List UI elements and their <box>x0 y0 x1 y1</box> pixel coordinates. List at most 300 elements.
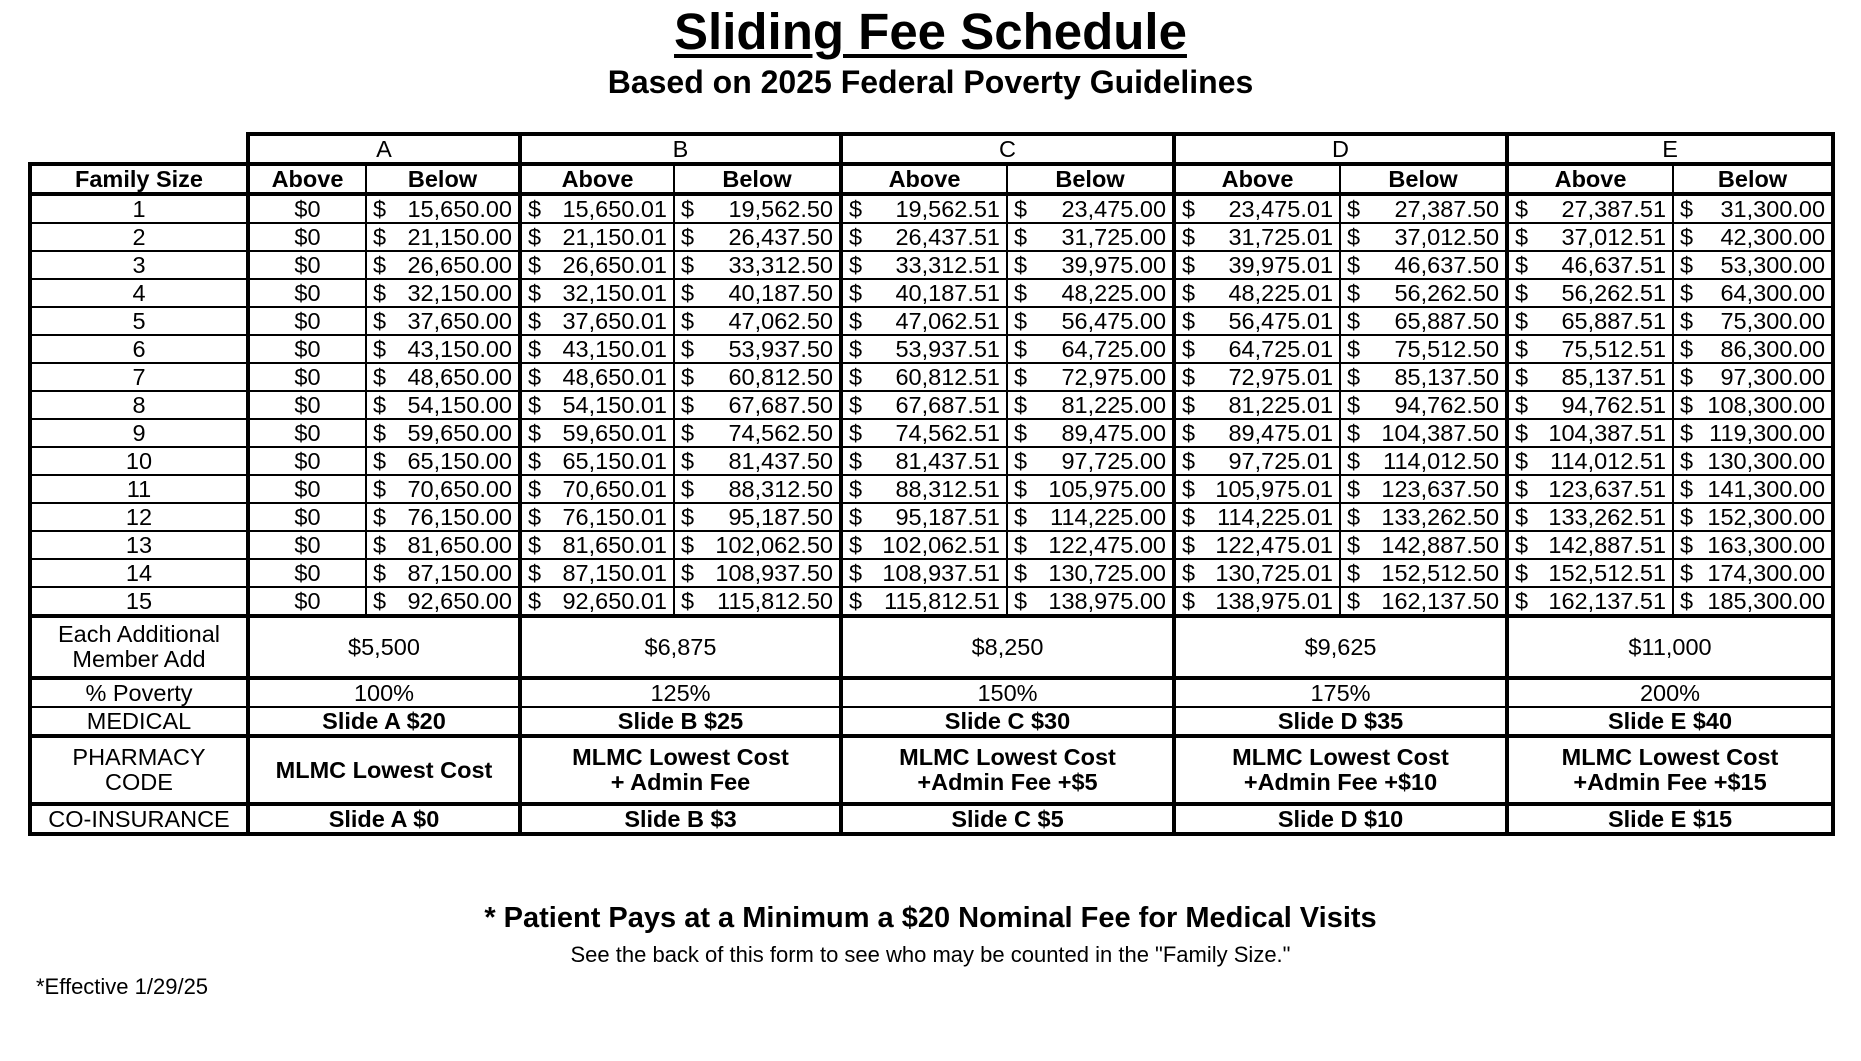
money-value <box>367 197 518 222</box>
amount: 141,300.00 <box>1707 475 1826 502</box>
currency-symbol: $ <box>681 223 695 250</box>
amount: 94,762.51 <box>1561 391 1667 418</box>
family-size-cell: 9 <box>30 419 248 447</box>
additional-member-e: $11,000 <box>1507 616 1833 678</box>
money-value <box>367 365 518 390</box>
family-size-cell: 15 <box>30 587 248 616</box>
amount: 122,475.00 <box>1048 531 1167 558</box>
table-row <box>30 531 1833 559</box>
money-value <box>1509 337 1672 362</box>
table-row <box>30 447 1833 475</box>
amount: 85,137.51 <box>1561 363 1667 390</box>
currency-symbol: $ <box>528 503 542 530</box>
family-size-cell: 10 <box>30 447 248 475</box>
amount: 23,475.00 <box>1061 195 1167 222</box>
money-value <box>522 505 673 530</box>
amount: 60,812.51 <box>895 363 1000 390</box>
currency-symbol: $ <box>1680 363 1694 390</box>
summary-rows <box>30 616 1833 834</box>
e-above-cell <box>1507 279 1673 307</box>
currency-symbol: $ <box>528 587 542 614</box>
money-value <box>1509 393 1672 418</box>
amount: 105,975.01 <box>1215 475 1334 502</box>
currency-symbol: $ <box>1515 587 1529 614</box>
currency-symbol: $ <box>1014 447 1028 474</box>
money-value <box>1509 477 1672 502</box>
currency-symbol: $ <box>1515 251 1529 278</box>
money-value <box>1341 281 1505 306</box>
currency-symbol: $ <box>1014 307 1028 334</box>
additional-member-b: $6,875 <box>520 616 841 678</box>
money-value <box>1509 505 1672 530</box>
currency-symbol: $ <box>1515 503 1529 530</box>
currency-symbol: $ <box>1515 475 1529 502</box>
c-below-cell <box>1007 391 1174 419</box>
money-value <box>1509 421 1672 446</box>
a-below-cell <box>366 194 520 223</box>
b-below-cell <box>674 279 841 307</box>
amount: 48,225.01 <box>1228 279 1334 306</box>
amount: 72,975.00 <box>1061 363 1167 390</box>
money-value <box>1176 561 1339 586</box>
money-value <box>843 449 1006 474</box>
b-below-cell <box>674 223 841 251</box>
sliding-fee-table <box>28 132 1835 836</box>
money-value <box>522 365 673 390</box>
family-size-cell: 8 <box>30 391 248 419</box>
amount: 47,062.50 <box>728 307 833 334</box>
money-value <box>843 365 1006 390</box>
amount: 76,150.01 <box>562 503 667 530</box>
money-value <box>1674 421 1831 446</box>
currency-symbol: $ <box>1680 251 1694 278</box>
a-below-cell <box>366 307 520 335</box>
currency-symbol: $ <box>373 531 387 558</box>
amount: 27,387.50 <box>1394 195 1500 222</box>
amount: 138,975.00 <box>1048 587 1167 614</box>
e-below-cell <box>1673 335 1833 363</box>
table-row <box>30 503 1833 531</box>
currency-symbol: $ <box>1680 503 1694 530</box>
amount: 46,637.50 <box>1394 251 1500 278</box>
slide-header-row <box>30 134 1833 164</box>
below-header: Below <box>1007 164 1174 194</box>
money-value <box>1509 197 1672 222</box>
amount: 130,300.00 <box>1707 447 1826 474</box>
currency-symbol: $ <box>1680 335 1694 362</box>
money-value <box>843 225 1006 250</box>
money-value <box>1341 589 1505 614</box>
currency-symbol: $ <box>1182 447 1196 474</box>
amount: 26,650.00 <box>407 251 512 278</box>
pharmacy-c-line1: MLMC Lowest Cost <box>899 744 1116 771</box>
coinsurance-e: Slide E $15 <box>1507 804 1833 834</box>
above-header: Above <box>1507 164 1673 194</box>
amount: 33,312.51 <box>895 251 1000 278</box>
currency-symbol: $ <box>849 447 863 474</box>
currency-symbol: $ <box>373 559 387 586</box>
money-value <box>1341 421 1505 446</box>
amount: 162,137.50 <box>1381 587 1500 614</box>
money-value <box>675 589 839 614</box>
a-below-cell <box>366 559 520 587</box>
a-above-cell: $0 <box>248 223 366 251</box>
d-above-cell <box>1174 447 1340 475</box>
amount: 115,812.51 <box>884 587 1000 614</box>
amount: 21,150.00 <box>407 223 512 250</box>
coinsurance-d: Slide D $10 <box>1174 804 1507 834</box>
currency-symbol: $ <box>681 559 695 586</box>
c-above-cell <box>841 251 1007 279</box>
d-below-cell <box>1340 335 1507 363</box>
amount: 119,300.00 <box>1709 419 1826 446</box>
c-below-cell <box>1007 419 1174 447</box>
e-below-cell <box>1673 363 1833 391</box>
money-value <box>522 561 673 586</box>
medical-e: Slide E $40 <box>1507 707 1833 736</box>
money-value <box>675 197 839 222</box>
money-value <box>1341 533 1505 558</box>
money-value <box>522 477 673 502</box>
money-value <box>843 197 1006 222</box>
amount: 43,150.01 <box>562 335 667 362</box>
a-above-cell: $0 <box>248 307 366 335</box>
e-below-cell <box>1673 447 1833 475</box>
currency-symbol: $ <box>1347 251 1361 278</box>
money-value <box>1341 449 1505 474</box>
money-value <box>843 533 1006 558</box>
amount: 81,650.01 <box>562 531 667 558</box>
amount: 31,725.00 <box>1061 223 1167 250</box>
a-above-cell: $0 <box>248 194 366 223</box>
amount: 26,437.50 <box>728 223 833 250</box>
amount: 115,812.50 <box>717 587 833 614</box>
table-row <box>30 279 1833 307</box>
amount: 108,937.51 <box>882 559 1000 586</box>
a-above-cell: $0 <box>248 587 366 616</box>
c-above-cell <box>841 279 1007 307</box>
money-value <box>1008 561 1172 586</box>
amount: 81,437.51 <box>895 447 1000 474</box>
money-value <box>367 449 518 474</box>
money-value <box>1674 309 1831 334</box>
amount: 114,225.00 <box>1050 503 1167 530</box>
money-value <box>843 421 1006 446</box>
effective-date: *Effective 1/29/25 <box>36 974 209 999</box>
amount: 138,975.01 <box>1215 587 1334 614</box>
a-above-cell: $0 <box>248 559 366 587</box>
money-value <box>1509 225 1672 250</box>
currency-symbol: $ <box>1182 279 1196 306</box>
c-above-cell <box>841 503 1007 531</box>
money-value <box>522 225 673 250</box>
e-below-cell <box>1673 503 1833 531</box>
c-above-cell <box>841 475 1007 503</box>
b-above-cell <box>520 223 674 251</box>
currency-symbol: $ <box>681 195 695 222</box>
amount: 97,300.00 <box>1720 363 1826 390</box>
c-above-cell <box>841 531 1007 559</box>
currency-symbol: $ <box>1347 195 1361 222</box>
table-row <box>30 307 1833 335</box>
a-above-cell: $0 <box>248 363 366 391</box>
slide-header-e: E <box>1507 134 1833 164</box>
money-value <box>522 197 673 222</box>
family-size-cell: 11 <box>30 475 248 503</box>
corner-cell <box>30 134 248 164</box>
amount: 37,650.01 <box>562 307 667 334</box>
below-header: Below <box>674 164 841 194</box>
amount: 70,650.00 <box>407 475 512 502</box>
e-above-cell <box>1507 419 1673 447</box>
medical-b: Slide B $25 <box>520 707 841 736</box>
amount: 65,150.00 <box>407 447 512 474</box>
currency-symbol: $ <box>528 195 542 222</box>
d-above-cell <box>1174 335 1340 363</box>
table-row <box>30 475 1833 503</box>
b-above-cell <box>520 531 674 559</box>
money-value <box>522 589 673 614</box>
a-below-cell <box>366 419 520 447</box>
money-value <box>1509 589 1672 614</box>
c-below-cell <box>1007 503 1174 531</box>
c-above-cell <box>841 419 1007 447</box>
currency-symbol: $ <box>1347 307 1361 334</box>
b-below-cell <box>674 503 841 531</box>
pharmacy-b <box>520 736 841 804</box>
table-row <box>30 335 1833 363</box>
money-value <box>1008 281 1172 306</box>
page-title: Sliding Fee Schedule <box>674 3 1187 60</box>
currency-symbol: $ <box>1515 223 1529 250</box>
e-above-cell <box>1507 587 1673 616</box>
amount: 174,300.00 <box>1707 559 1826 586</box>
currency-symbol: $ <box>1347 335 1361 362</box>
money-value <box>843 589 1006 614</box>
amount: 87,150.01 <box>562 559 667 586</box>
medical-c: Slide C $30 <box>841 707 1174 736</box>
currency-symbol: $ <box>849 475 863 502</box>
c-below-cell <box>1007 251 1174 279</box>
money-value <box>367 505 518 530</box>
d-below-cell <box>1340 531 1507 559</box>
currency-symbol: $ <box>1182 307 1196 334</box>
d-below-cell <box>1340 223 1507 251</box>
currency-symbol: $ <box>373 587 387 614</box>
e-below-cell <box>1673 194 1833 223</box>
d-above-cell <box>1174 307 1340 335</box>
currency-symbol: $ <box>1182 531 1196 558</box>
amount: 70,650.01 <box>562 475 667 502</box>
amount: 142,887.50 <box>1381 531 1500 558</box>
money-value <box>1674 253 1831 278</box>
amount: 88,312.51 <box>895 475 1000 502</box>
medical-d: Slide D $35 <box>1174 707 1507 736</box>
money-value <box>675 533 839 558</box>
amount: 114,012.50 <box>1383 447 1500 474</box>
e-below-cell <box>1673 419 1833 447</box>
e-above-cell <box>1507 223 1673 251</box>
amount: 95,187.50 <box>728 503 833 530</box>
currency-symbol: $ <box>849 503 863 530</box>
b-above-cell <box>520 307 674 335</box>
pharmacy-row <box>30 736 1833 804</box>
a-above-cell: $0 <box>248 391 366 419</box>
amount: 54,150.00 <box>407 391 512 418</box>
b-above-cell <box>520 587 674 616</box>
money-value <box>367 253 518 278</box>
currency-symbol: $ <box>1515 391 1529 418</box>
amount: 40,187.50 <box>728 279 833 306</box>
money-value <box>675 561 839 586</box>
family-size-cell: 6 <box>30 335 248 363</box>
b-above-cell <box>520 503 674 531</box>
currency-symbol: $ <box>1347 475 1361 502</box>
table-row <box>30 363 1833 391</box>
amount: 15,650.01 <box>562 195 667 222</box>
money-value <box>1176 449 1339 474</box>
money-value <box>522 421 673 446</box>
money-value <box>1674 533 1831 558</box>
currency-symbol: $ <box>373 503 387 530</box>
amount: 64,725.01 <box>1228 335 1334 362</box>
e-below-cell <box>1673 307 1833 335</box>
money-value <box>522 337 673 362</box>
table-row <box>30 419 1833 447</box>
amount: 81,225.00 <box>1061 391 1167 418</box>
slide-header-a: A <box>248 134 520 164</box>
money-value <box>1341 561 1505 586</box>
currency-symbol: $ <box>1347 559 1361 586</box>
above-header: Above <box>841 164 1007 194</box>
amount: 133,262.51 <box>1548 503 1667 530</box>
currency-symbol: $ <box>1182 251 1196 278</box>
amount: 104,387.50 <box>1381 419 1500 446</box>
additional-member-row <box>30 616 1833 678</box>
money-value <box>675 505 839 530</box>
d-above-cell <box>1174 503 1340 531</box>
currency-symbol: $ <box>681 447 695 474</box>
amount: 95,187.51 <box>895 503 1000 530</box>
currency-symbol: $ <box>1014 559 1028 586</box>
amount: 130,725.00 <box>1048 559 1167 586</box>
income-rows <box>30 194 1833 616</box>
currency-symbol: $ <box>373 223 387 250</box>
currency-symbol: $ <box>1515 307 1529 334</box>
b-below-cell <box>674 559 841 587</box>
amount: 56,262.50 <box>1394 279 1500 306</box>
amount: 74,562.50 <box>728 419 833 446</box>
b-below-cell <box>674 363 841 391</box>
b-below-cell <box>674 251 841 279</box>
d-above-cell <box>1174 391 1340 419</box>
money-value <box>1008 309 1172 334</box>
b-below-cell <box>674 419 841 447</box>
b-below-cell <box>674 307 841 335</box>
currency-symbol: $ <box>528 223 542 250</box>
amount: 94,762.50 <box>1394 391 1500 418</box>
additional-member-a: $5,500 <box>248 616 520 678</box>
amount: 87,150.00 <box>407 559 512 586</box>
currency-symbol: $ <box>1014 279 1028 306</box>
amount: 48,650.00 <box>407 363 512 390</box>
currency-symbol: $ <box>373 307 387 334</box>
amount: 74,562.51 <box>895 419 1000 446</box>
currency-symbol: $ <box>1680 531 1694 558</box>
amount: 65,150.01 <box>562 447 667 474</box>
money-value <box>675 337 839 362</box>
amount: 72,975.01 <box>1228 363 1334 390</box>
family-size-cell: 5 <box>30 307 248 335</box>
money-value <box>1509 309 1672 334</box>
amount: 53,937.51 <box>895 335 1000 362</box>
currency-symbol: $ <box>1680 195 1694 222</box>
c-below-cell <box>1007 531 1174 559</box>
e-above-cell <box>1507 559 1673 587</box>
d-below-cell <box>1340 307 1507 335</box>
currency-symbol: $ <box>1014 391 1028 418</box>
money-value <box>1674 589 1831 614</box>
amount: 42,300.00 <box>1720 223 1826 250</box>
d-below-cell <box>1340 559 1507 587</box>
c-below-cell <box>1007 587 1174 616</box>
money-value <box>1341 477 1505 502</box>
money-value <box>1176 533 1339 558</box>
e-below-cell <box>1673 223 1833 251</box>
b-above-cell <box>520 419 674 447</box>
b-above-cell <box>520 559 674 587</box>
amount: 64,725.00 <box>1061 335 1167 362</box>
currency-symbol: $ <box>1680 587 1694 614</box>
money-value <box>1674 197 1831 222</box>
c-above-cell <box>841 391 1007 419</box>
pharmacy-c <box>841 736 1174 804</box>
below-header: Below <box>1340 164 1507 194</box>
pharmacy-d-line1: MLMC Lowest Cost <box>1232 744 1449 771</box>
money-value <box>1008 365 1172 390</box>
d-below-cell <box>1340 503 1507 531</box>
c-below-cell <box>1007 307 1174 335</box>
b-above-cell <box>520 251 674 279</box>
currency-symbol: $ <box>373 195 387 222</box>
currency-symbol: $ <box>1014 335 1028 362</box>
money-value <box>1674 505 1831 530</box>
amount: 89,475.00 <box>1061 419 1167 446</box>
money-value <box>675 477 839 502</box>
money-value <box>1008 421 1172 446</box>
amount: 31,725.01 <box>1228 223 1334 250</box>
currency-symbol: $ <box>1680 391 1694 418</box>
medical-a: Slide A $20 <box>248 707 520 736</box>
currency-symbol: $ <box>1680 559 1694 586</box>
money-value <box>843 281 1006 306</box>
amount: 59,650.01 <box>562 419 667 446</box>
d-above-cell <box>1174 559 1340 587</box>
e-below-cell <box>1673 587 1833 616</box>
money-value <box>675 365 839 390</box>
table-row <box>30 194 1833 223</box>
amount: 162,137.51 <box>1548 587 1667 614</box>
currency-symbol: $ <box>1680 223 1694 250</box>
amount: 53,300.00 <box>1720 251 1826 278</box>
money-value <box>843 393 1006 418</box>
d-below-cell <box>1340 475 1507 503</box>
amount: 152,512.51 <box>1548 559 1667 586</box>
d-below-cell <box>1340 194 1507 223</box>
currency-symbol: $ <box>1347 531 1361 558</box>
amount: 32,150.00 <box>407 279 512 306</box>
money-value <box>1176 393 1339 418</box>
